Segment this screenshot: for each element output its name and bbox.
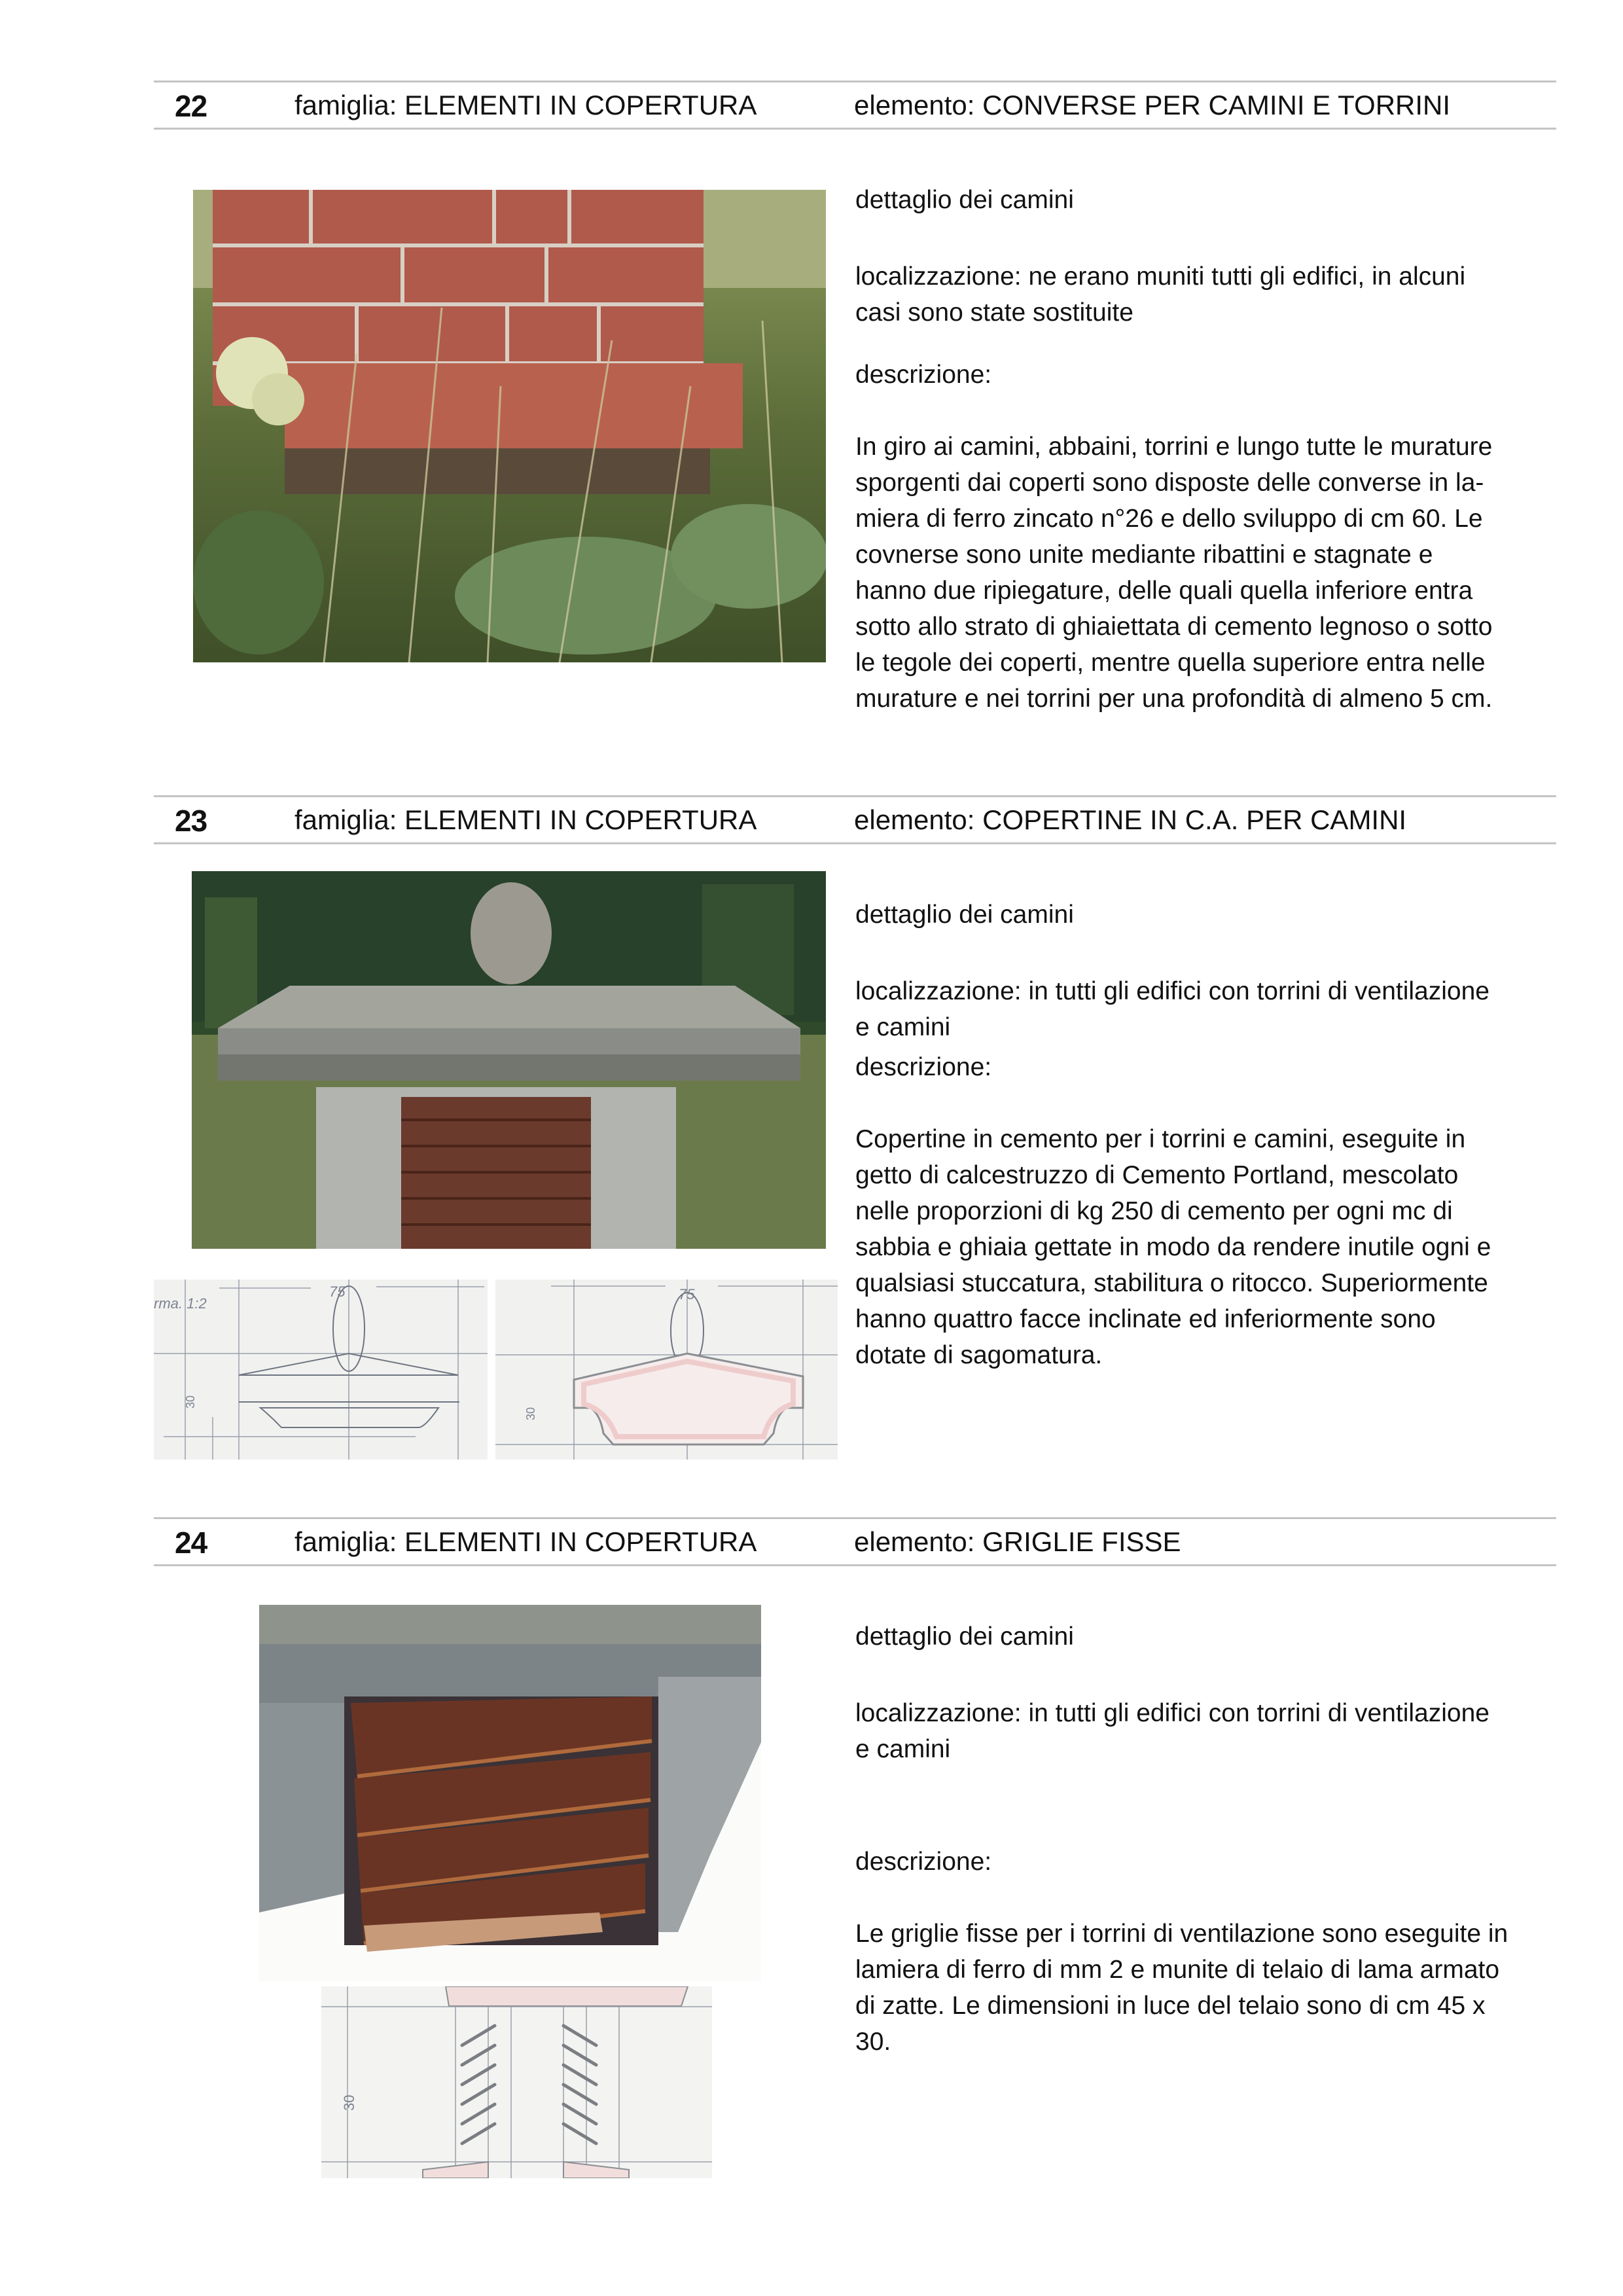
famiglia-label: famiglia: ELEMENTI IN COPERTURA bbox=[294, 90, 757, 120]
localizzazione-line-2: e camini bbox=[855, 1013, 951, 1041]
localizzazione-line-1: localizzazione: in tutti gli edifici con torrini di ventilazione bbox=[855, 977, 1489, 1005]
descrizione-line: sotto allo strato di ghiaiettata di cemento legnoso o sotto bbox=[855, 613, 1493, 641]
descrizione-text bbox=[855, 1916, 1556, 2060]
elemento-label: elemento: CONVERSE PER CAMINI E TORRINI bbox=[854, 90, 1451, 120]
descrizione-label: descrizione: bbox=[855, 1848, 992, 1876]
section-23-text bbox=[855, 897, 1556, 1373]
localizzazione-line-1: localizzazione: ne erano muniti tutti gli edifici, in alcuni bbox=[855, 262, 1466, 291]
descrizione-line: dotate di sagomatura. bbox=[855, 1341, 1103, 1369]
section-22-top-rule bbox=[154, 81, 1556, 82]
drawing-dimension-height: 30 bbox=[341, 2094, 357, 2111]
section-23-header bbox=[154, 798, 1556, 842]
descrizione-line: nelle proporzioni di kg 250 di cemento per ogni mc di bbox=[855, 1197, 1453, 1225]
section-22-bottom-rule bbox=[154, 128, 1556, 130]
descrizione-line: In giro ai camini, abbaini, torrini e lungo tutte le murature bbox=[855, 433, 1493, 461]
section-23-bottom-rule bbox=[154, 842, 1556, 844]
elemento-label: elemento: GRIGLIE FISSE bbox=[854, 1526, 1181, 1557]
descrizione-line: sabbia e ghiaia gettate in modo da rendere inutile ogni e bbox=[855, 1233, 1491, 1261]
photo-chimney-cap bbox=[192, 871, 826, 1249]
descrizione-text bbox=[855, 1121, 1556, 1373]
descrizione-line: lamiera di ferro di mm 2 e munite di telaio di lama armato bbox=[855, 1956, 1500, 1984]
caption: dettaglio dei camini bbox=[855, 901, 1074, 929]
descrizione-line: hanno due ripiegature, delle quali quella inferiore entra bbox=[855, 577, 1473, 605]
drawing-dimension-height: 30 bbox=[184, 1395, 197, 1408]
section-22-text bbox=[855, 182, 1556, 717]
descrizione-line: le tegole dei coperti, mentre quella superiore entra nelle bbox=[855, 649, 1486, 677]
drawing-dimension-width: 75 bbox=[329, 1283, 346, 1300]
photo-chimney-flashing bbox=[193, 190, 826, 662]
famiglia-label: famiglia: ELEMENTI IN COPERTURA bbox=[294, 1526, 757, 1557]
section-number: 22 bbox=[175, 89, 207, 123]
descrizione-line: Copertine in cemento per i torrini e camini, eseguite in bbox=[855, 1125, 1466, 1153]
drawing-grille-section bbox=[321, 1986, 712, 2178]
localizzazione-line-1: localizzazione: in tutti gli edifici con torrini di ventilazione bbox=[855, 1699, 1489, 1727]
descrizione-line: Le griglie fisse per i torrini di ventilazione sono eseguite in bbox=[855, 1920, 1508, 1948]
descrizione-text bbox=[855, 429, 1556, 717]
descrizione-line: covnerse sono unite mediante ribattini e stagnate e bbox=[855, 541, 1433, 569]
elemento-label: elemento: COPERTINE IN C.A. PER CAMINI bbox=[854, 804, 1407, 835]
descrizione-line: getto di calcestruzzo di Cemento Portland, mescolato bbox=[855, 1161, 1459, 1189]
descrizione-line: di zatte. Le dimensioni in luce del telaio sono di cm 45 x bbox=[855, 1992, 1486, 2020]
descrizione-line: hanno quattro facce inclinate ed inferiormente sono bbox=[855, 1305, 1436, 1333]
localizzazione-line-2: e camini bbox=[855, 1735, 951, 1763]
descrizione-line: murature e nei torrini per una profondità di almeno 5 cm. bbox=[855, 685, 1493, 713]
caption: dettaglio dei camini bbox=[855, 186, 1074, 214]
section-24-bottom-rule bbox=[154, 1564, 1556, 1566]
drawing-dimension-height: 30 bbox=[524, 1407, 537, 1420]
section-24-header bbox=[154, 1520, 1556, 1564]
section-24-top-rule bbox=[154, 1517, 1556, 1519]
section-24-text bbox=[855, 1619, 1556, 2060]
descrizione-label: descrizione: bbox=[855, 1053, 992, 1081]
photo-fixed-grille bbox=[259, 1605, 761, 1981]
localizzazione-line-2: casi sono state sostituite bbox=[855, 298, 1133, 327]
descrizione-line: miera di ferro zincato n°26 e dello sviluppo di cm 60. Le bbox=[855, 505, 1483, 533]
drawing-cap-elevation bbox=[154, 1280, 488, 1460]
drawing-cap-section bbox=[495, 1280, 838, 1460]
descrizione-line: qualsiasi stuccatura, stabilitura o ritocco. Superiormente bbox=[855, 1269, 1488, 1297]
drawing-scale-label: rma. 1:2 bbox=[154, 1295, 207, 1312]
section-23-top-rule bbox=[154, 795, 1556, 797]
descrizione-line: 30. bbox=[855, 2028, 891, 2056]
section-22-header bbox=[154, 83, 1556, 128]
famiglia-label: famiglia: ELEMENTI IN COPERTURA bbox=[294, 804, 757, 835]
section-number: 23 bbox=[175, 804, 207, 838]
descrizione-label: descrizione: bbox=[855, 361, 992, 389]
descrizione-line: sporgenti dai coperti sono disposte delle converse in la- bbox=[855, 469, 1484, 497]
drawing-dimension-width: 75 bbox=[679, 1286, 695, 1302]
caption: dettaglio dei camini bbox=[855, 1623, 1074, 1651]
section-number: 24 bbox=[175, 1526, 207, 1560]
